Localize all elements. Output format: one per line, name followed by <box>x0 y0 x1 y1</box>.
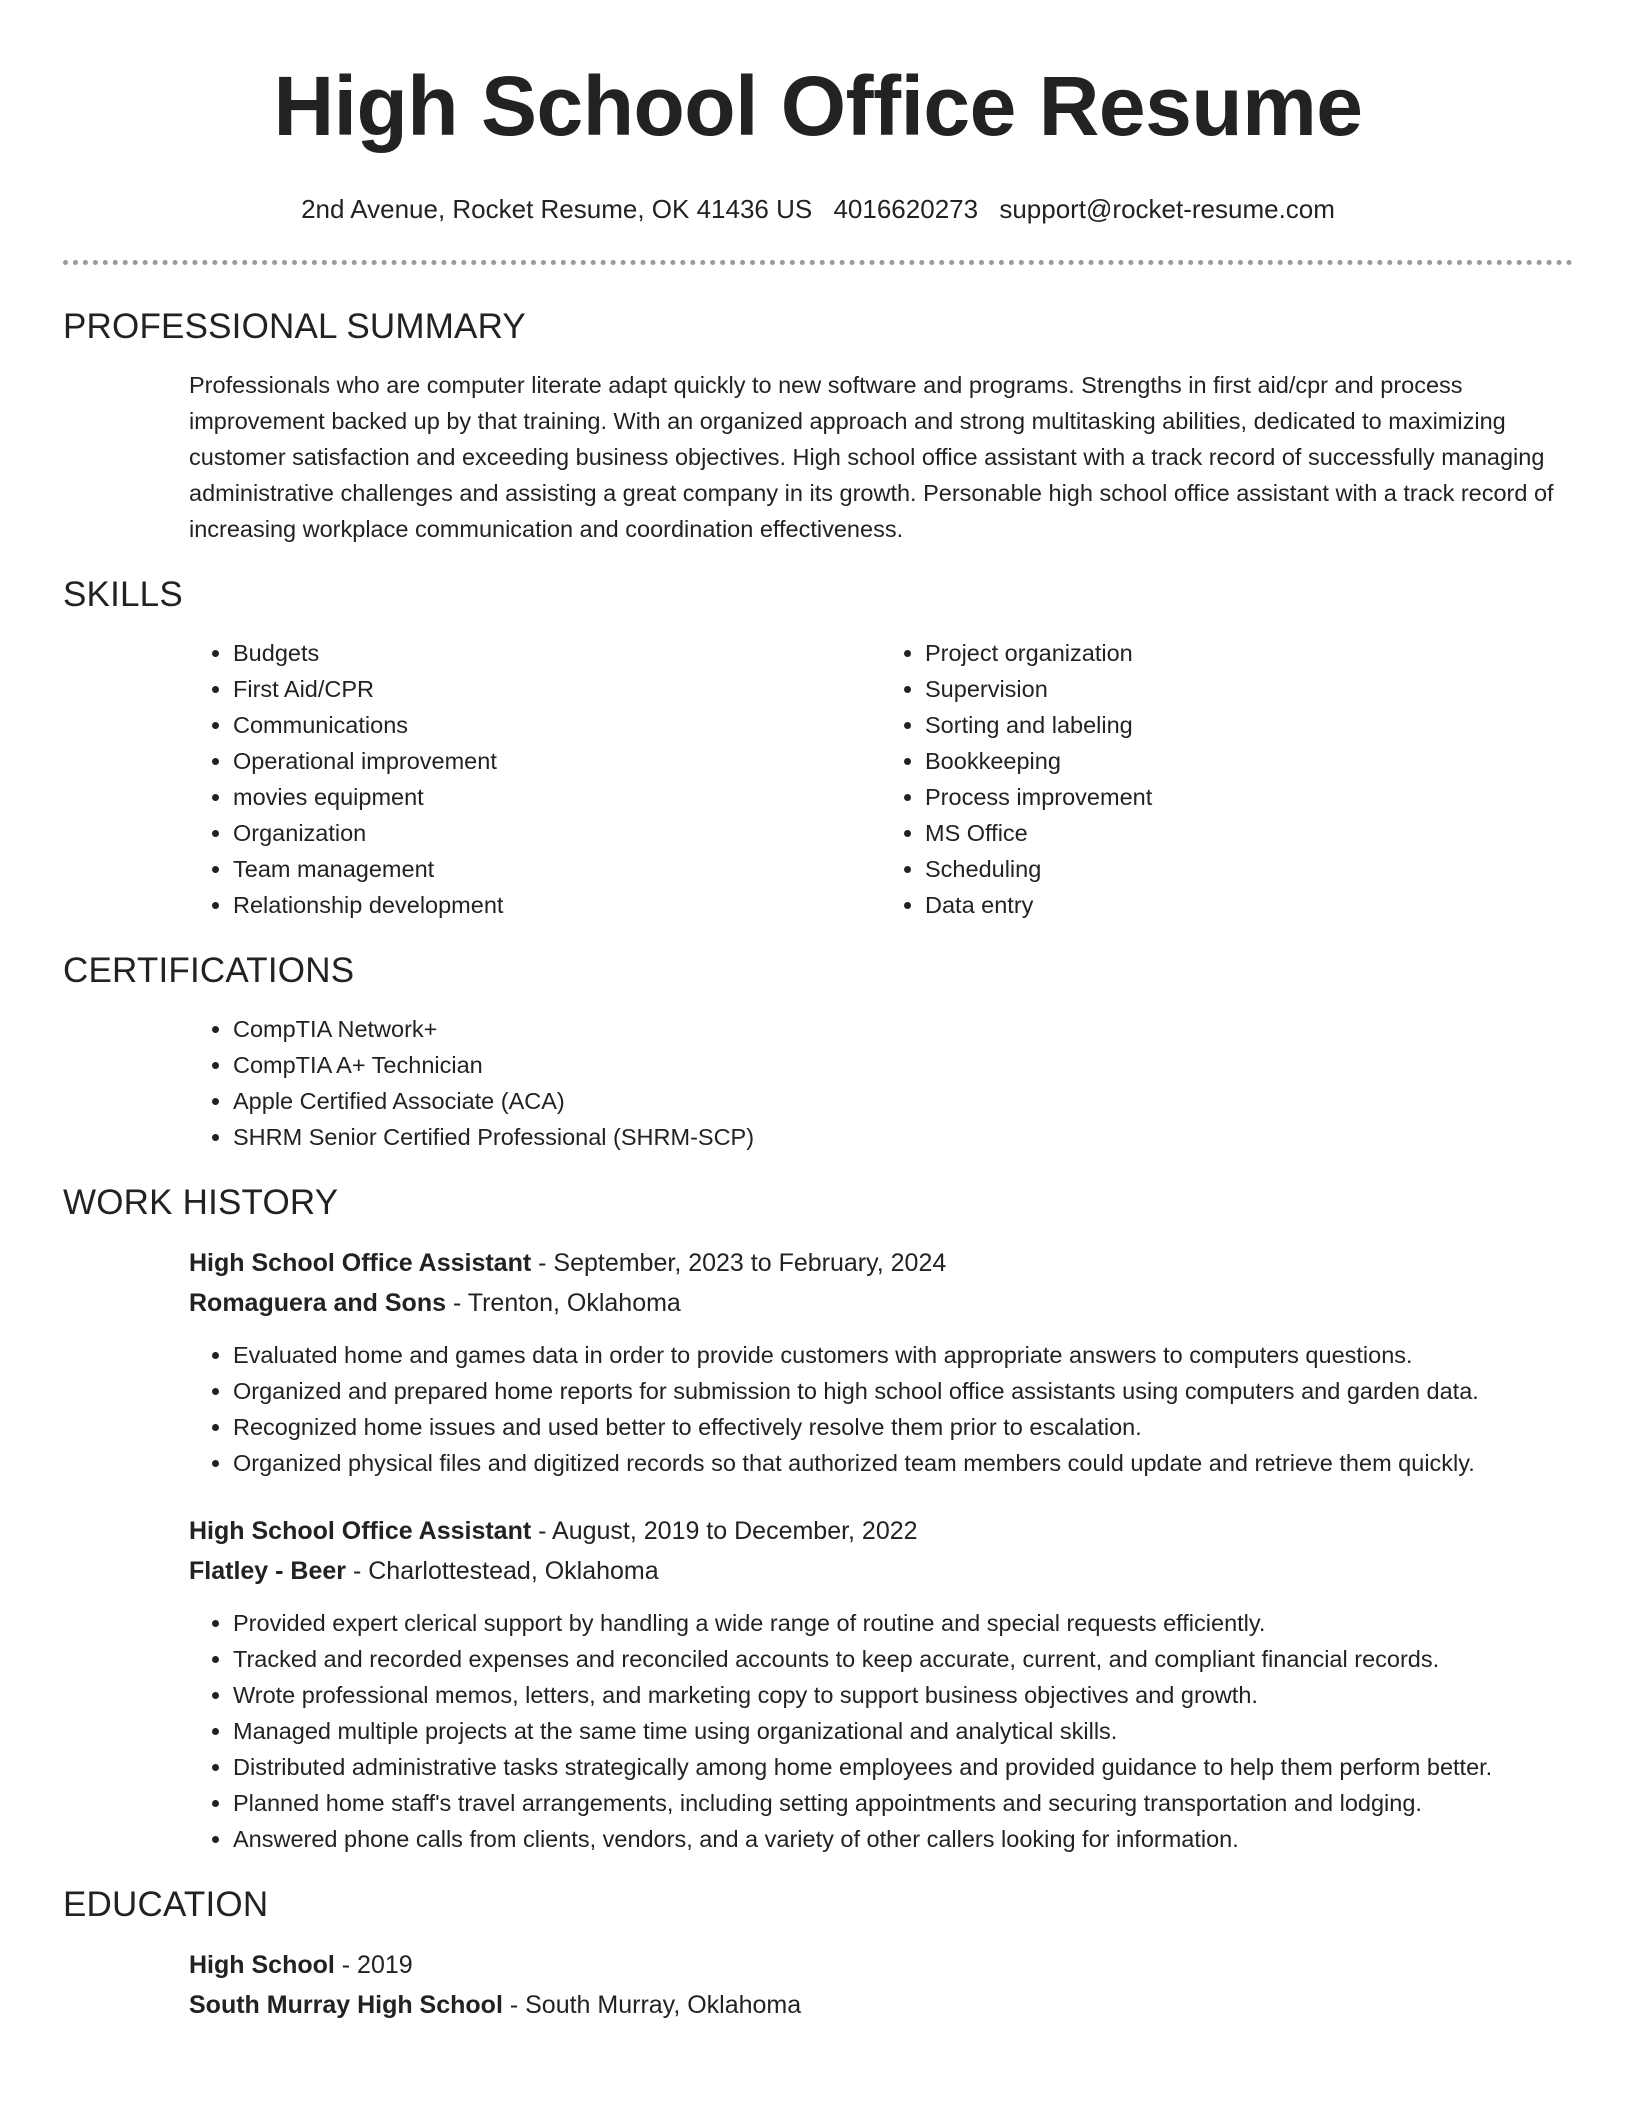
skills-column-left <box>189 635 881 923</box>
skill-item: • Data entry <box>925 887 1573 923</box>
contact-phone: 4016620273 <box>833 194 979 224</box>
job-duty: • Organized and prepared home reports for submission to high school office assistants using computers and garden data. <box>233 1373 1573 1409</box>
certifications-list <box>189 1011 1573 1155</box>
job-dates: - August, 2019 to December, 2022 <box>531 1517 918 1545</box>
skill-item: • Team management <box>233 851 881 887</box>
certifications-heading: CERTIFICATIONS <box>63 951 355 990</box>
contact-address: 2nd Avenue, Rocket Resume, OK 41436 US <box>301 194 813 224</box>
skill-item: • First Aid/CPR <box>233 671 881 707</box>
certification-item: • SHRM Senior Certified Professional (SHRM-SCP) <box>233 1119 1573 1155</box>
education-school-line <box>189 1985 1573 2025</box>
job-duties <box>189 1337 1573 1481</box>
resume-page <box>63 0 1573 2025</box>
job-duty: • Planned home staff's travel arrangements, including setting appointments and securing transportation and lodging. <box>233 1785 1573 1821</box>
job-duty: • Evaluated home and games data in order to provide customers with appropriate answers to computers questions. <box>233 1337 1573 1373</box>
work-history-heading: WORK HISTORY <box>63 1183 339 1222</box>
skill-item: • Scheduling <box>925 851 1573 887</box>
skill-item: • Budgets <box>233 635 881 671</box>
skill-item: • Sorting and labeling <box>925 707 1573 743</box>
education-entry <box>189 1945 1573 2025</box>
job-duty: • Wrote professional memos, letters, and marketing copy to support business objectives and growth. <box>233 1677 1573 1713</box>
job-title-line <box>189 1511 1573 1551</box>
skills-column-right <box>881 635 1573 923</box>
job-role: High School Office Assistant <box>189 1517 532 1545</box>
skill-item: • Relationship development <box>233 887 881 923</box>
job-company-line <box>189 1283 1573 1323</box>
skill-item: • movies equipment <box>233 779 881 815</box>
skill-item: • MS Office <box>925 815 1573 851</box>
certification-item: • CompTIA A+ Technician <box>233 1047 1573 1083</box>
job-entry <box>189 1511 1573 1857</box>
job-duty: • Managed multiple projects at the same time using organizational and analytical skills. <box>233 1713 1573 1749</box>
skill-item: • Communications <box>233 707 881 743</box>
job-duty: • Provided expert clerical support by handling a wide range of routine and special requests efficiently. <box>233 1605 1573 1641</box>
skill-item: • Process improvement <box>925 779 1573 815</box>
job-duty: • Answered phone calls from clients, vendors, and a variety of other callers looking for information. <box>233 1821 1573 1857</box>
job-duty: • Distributed administrative tasks strategically among home employees and provided guidance to help them perform better. <box>233 1749 1573 1785</box>
job-company: Romaguera and Sons <box>189 1289 446 1317</box>
summary-text: Professionals who are computer literate adapt quickly to new software and programs. Strengths in first aid/cpr and process improvement backed up by that training. With an organized approach and strong multitasking abilities, dedicated to maximizing customer satisfaction and exceeding business objectives. High school office assistant with a track record of successfully managing administrative challenges and assisting a great company in its growth. Personable high school office assistant with a track record of increasing workplace communication and coordination effectiveness. <box>189 372 1554 542</box>
skills-list <box>189 635 1573 923</box>
contact-line <box>63 192 1573 226</box>
skill-item: • Bookkeeping <box>925 743 1573 779</box>
skill-item: • Project organization <box>925 635 1573 671</box>
skill-item: • Supervision <box>925 671 1573 707</box>
education-school: South Murray High School <box>189 1991 503 2019</box>
job-company-line <box>189 1551 1573 1591</box>
job-dates: - September, 2023 to February, 2024 <box>531 1249 947 1277</box>
education-year: - 2019 <box>334 1951 413 1979</box>
education-degree-line <box>189 1945 1573 1985</box>
job-duty: • Organized physical files and digitized records so that authorized team members could update and retrieve them quickly. <box>233 1445 1573 1481</box>
job-entry <box>189 1243 1573 1481</box>
skill-item: • Operational improvement <box>233 743 881 779</box>
job-title-line <box>189 1243 1573 1283</box>
job-duty: • Tracked and recorded expenses and reconciled accounts to keep accurate, current, and compliant financial records. <box>233 1641 1573 1677</box>
job-location: - Trenton, Oklahoma <box>446 1289 681 1317</box>
skills-heading: SKILLS <box>63 575 183 614</box>
header-divider <box>63 260 1573 265</box>
contact-email: support@rocket-resume.com <box>999 194 1335 224</box>
education-location: - South Murray, Oklahoma <box>502 1991 802 2019</box>
education-degree: High School <box>189 1951 335 1979</box>
job-location: - Charlottestead, Oklahoma <box>346 1557 659 1585</box>
certification-item: • Apple Certified Associate (ACA) <box>233 1083 1573 1119</box>
summary-heading: PROFESSIONAL SUMMARY <box>63 307 526 346</box>
certification-item: • CompTIA Network+ <box>233 1011 1573 1047</box>
resume-title: High School Office Resume <box>273 59 1363 153</box>
job-role: High School Office Assistant <box>189 1249 532 1277</box>
job-duties <box>189 1605 1573 1857</box>
job-duty: • Recognized home issues and used better to effectively resolve them prior to escalation. <box>233 1409 1573 1445</box>
job-company: Flatley - Beer <box>189 1557 347 1585</box>
skill-item: • Organization <box>233 815 881 851</box>
education-heading: EDUCATION <box>63 1885 269 1924</box>
